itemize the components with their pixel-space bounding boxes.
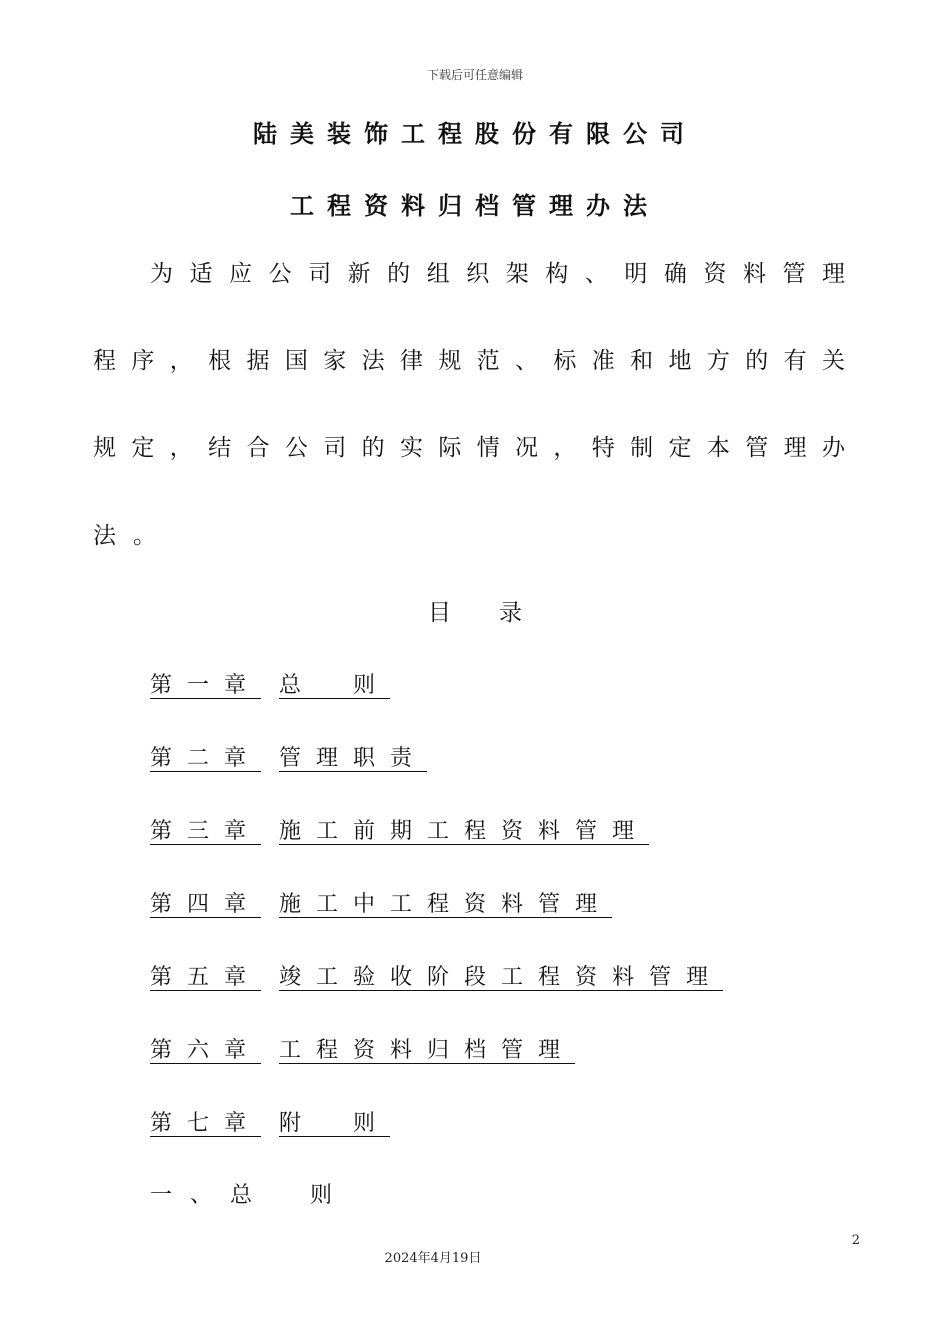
intro-line-1: 为适应公司新的组织架构、明确资料管理 [150,261,845,287]
header-note: 下载后可任意编辑 [426,68,523,82]
toc-chapter-name: 施工中工程资料管理 [279,892,613,917]
intro-line-4: 法。 [93,523,173,549]
page-number: 2 [851,1233,860,1248]
company-title: 陆美装饰工程股份有限公司 [253,120,697,148]
toc-chapter-number: 第五章 [150,965,262,990]
toc-link-chapter-1[interactable] [150,668,390,699]
toc-link-chapter-2[interactable] [150,741,427,772]
toc-link-chapter-3[interactable] [150,814,649,845]
toc-link-chapter-5[interactable] [150,960,723,991]
toc-chapter-number: 第三章 [150,819,262,844]
toc-chapter-number: 第二章 [150,746,262,771]
toc-link-chapter-7[interactable] [150,1106,390,1137]
toc-chapter-number: 第六章 [150,1038,262,1063]
document-title: 工程资料归档管理办法 [290,192,660,220]
toc-link-chapter-4[interactable] [150,887,612,918]
toc-chapter-number: 第四章 [150,892,262,917]
toc-chapter-number: 第七章 [150,1111,262,1136]
section-heading: 一、总 则 [150,1183,351,1208]
toc-chapter-number: 第一章 [150,673,262,698]
intro-line-2: 程序，根据国家法律规范、标准和地方的有关 [93,348,845,374]
toc-title: 目录 [428,600,570,626]
toc-chapter-name: 施工前期工程资料管理 [279,819,650,844]
toc-chapter-name: 工程资料归档管理 [279,1038,576,1063]
toc-chapter-name: 附 则 [279,1111,391,1136]
toc-link-chapter-6[interactable] [150,1033,575,1064]
footer-date: 2024年4月19日 [384,1251,482,1266]
toc-chapter-name: 竣工验收阶段工程资料管理 [279,965,724,990]
toc-chapter-name: 总 则 [279,673,391,698]
intro-line-3: 规定，结合公司的实际情况，特制定本管理办 [93,435,845,461]
toc-chapter-name: 管理职责 [279,746,428,771]
